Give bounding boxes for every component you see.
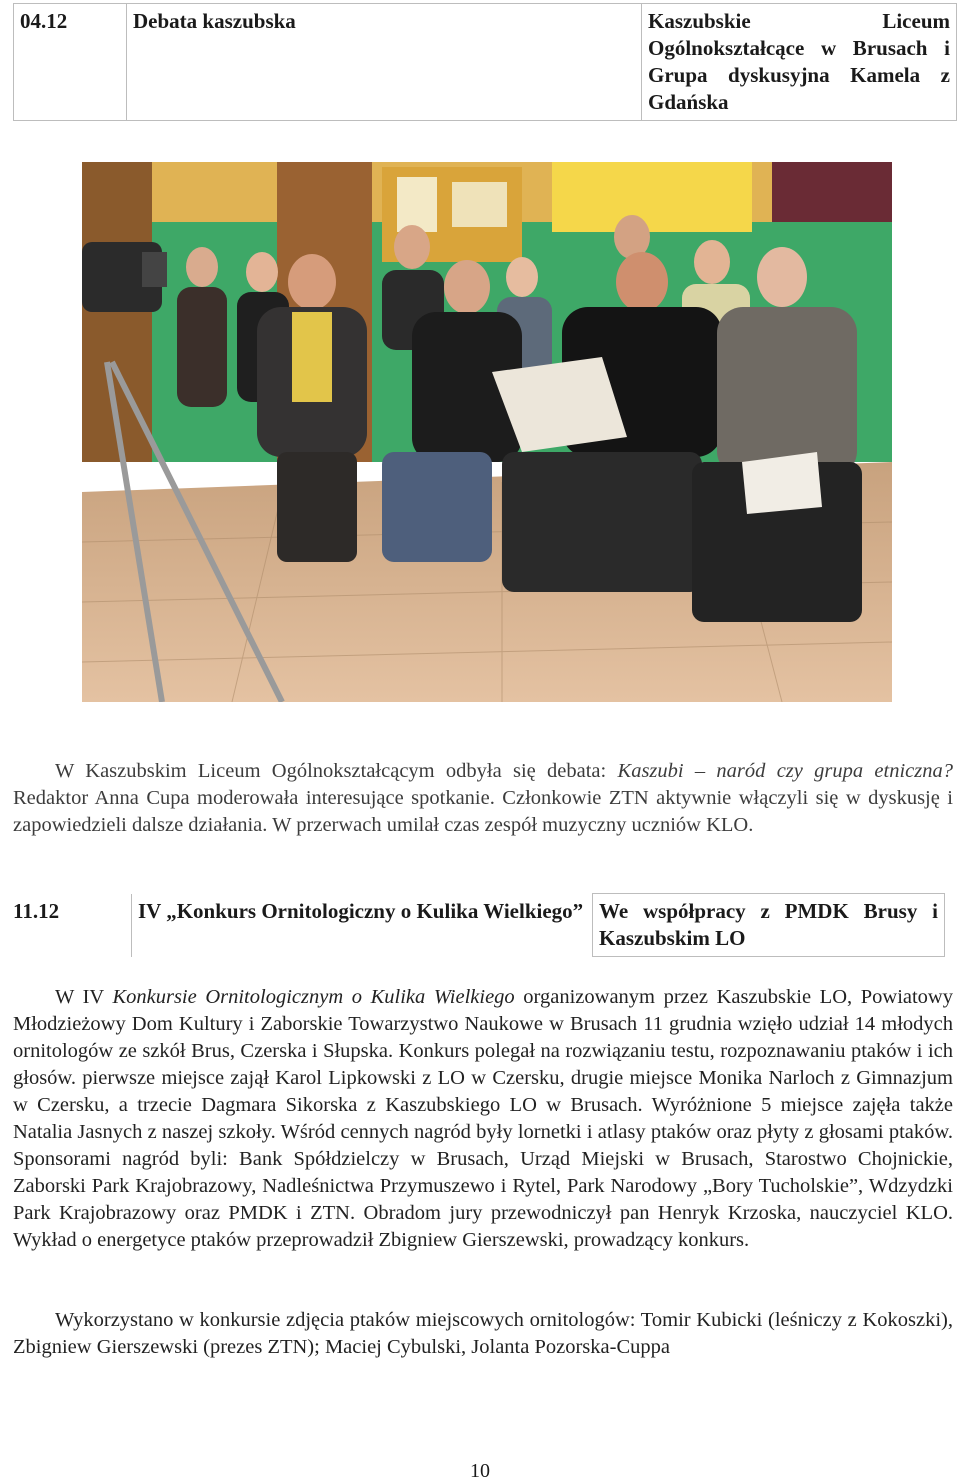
event-date: 04.12	[14, 4, 127, 121]
event-organizer: We współpracy z PMDK Brusy i Kaszubskim LO	[593, 894, 945, 957]
contest-paragraph	[13, 984, 953, 1254]
event-organizer: Kaszubskie Liceum Ogólnokształcące w Brusach i Grupa dyskusyjna Kamela z Gdańska	[642, 4, 957, 121]
event-title: IV „Konkurs Ornitologiczny o Kulika Wielkiego”	[132, 894, 593, 957]
event-row-contest	[13, 893, 945, 957]
contest-text-start: W IV	[55, 986, 113, 1008]
debate-paragraph	[13, 758, 953, 839]
event-title: Debata kaszubska	[127, 4, 642, 121]
event-row-debate	[13, 3, 957, 121]
photos-paragraph: Wykorzystano w konkursie zdjęcia ptaków miejscowych ornitologów: Tomir Kubicki (leśniczy z Kokoszki), Zbigniew Gierszewski (prezes ZTN); Maciej Cybulski, Jolanta Pozorska-Cuppa	[13, 1309, 953, 1358]
debate-text-start: W Kaszubskim Liceum Ogólnokształcącym odbyła się debata:	[55, 760, 618, 782]
debate-text-end: Redaktor Anna Cupa moderowała interesujące spotkanie. Członkowie ZTN aktywnie włączyli się w dyskusję i zapowiedzieli dalsze działania. W przerwach umilał czas zespół muzyczny uczniów KLO.	[13, 787, 953, 836]
contest-text-end: organizowanym przez Kaszubskie LO, Powiatowy Młodzieżowy Dom Kultury i Zaborskie Towarzystwo Naukowe w Brusach 11 grudnia wzięło udział 14 młodych ornitologów ze szkół Brus, Czerska i Słupska. Konkurs polegał na rozwiązaniu testu, rozpoznawaniu ptaków i ich głosów. pierwsze miejsce zajął Karol Lipkowski z LO w Czersku, drugie miejsce Monika Narloch z Gimnazjum w Czersku, a trzecie Dagmara Sikorska z Kaszubskiego LO w Brusach. Wyróżnione 5 miejsce zajęła także Natalia Jasnych z naszej szkoły. Wśród cennych nagród były lornetki i atlasy ptaków oraz płyty z głosami ptaków. Sponsorami nagród byli: Bank Spółdzielczy w Brusach, Urząd Miejski w Brusach, Starostwo Chojnickie, Zaborski Park Krajobrazowy, Nadleśnictwa Przymuszewo i Rytel, Park Narodowy „Bory Tucholskie”, Wdzydzki Park Krajobrazowy oraz PMDK i ZTN. Obradom jury przewodniczył pan Henryk Krzoska, nauczyciel KLO. Wykład o energetyce ptaków przeprowadził Zbigniew Gierszewski, prowadzący konkurs.	[13, 986, 953, 1251]
contest-name: Konkursie Ornitologicznym o Kulika Wielkiego	[112, 986, 515, 1008]
event-date: 11.12	[13, 894, 132, 957]
debate-photo	[82, 162, 892, 702]
debate-topic: Kaszubi – naród czy grupa etniczna?	[617, 760, 953, 782]
page-number: 10	[470, 1460, 490, 1482]
